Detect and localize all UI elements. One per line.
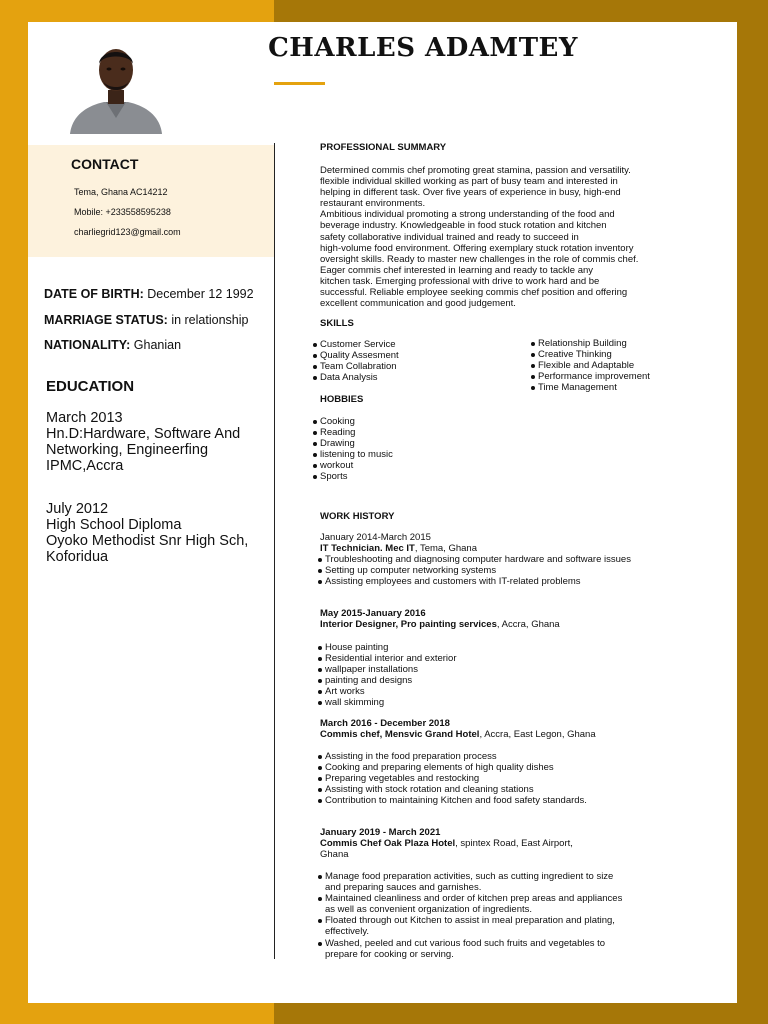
job-duties — [318, 871, 622, 960]
summary-line: Ambitious individual promoting a strong understanding of the food and — [320, 209, 615, 221]
job-dates — [320, 608, 426, 619]
hobbies-list — [313, 416, 393, 483]
skill-item: Team Collabration — [313, 361, 399, 372]
job-role: Commis Chef Oak Plaza Hotel — [320, 838, 456, 849]
skill-item: Relationship Building — [531, 338, 650, 349]
marriage-status — [44, 313, 248, 327]
dob-value: December 12 1992 — [143, 287, 254, 301]
summary-line: beverage industry. Knowledgeable in food stuck rotation and kitchen — [320, 220, 607, 232]
hobbies-heading: HOBBIES — [320, 394, 364, 405]
duty-item-cont: prepare for cooking or serving. — [325, 948, 454, 960]
job-dates-text: January 2019 - March 2021 — [320, 827, 441, 838]
education-location: Koforidua — [46, 549, 109, 565]
hobby-item: Drawing — [313, 438, 393, 449]
nationality-label: NATIONALITY: — [44, 338, 131, 352]
contact-email: charliegrid123@gmail.com — [74, 227, 181, 237]
job-title — [320, 729, 596, 740]
contact-address: Tema, Ghana AC14212 — [74, 187, 168, 197]
duty-item: House painting — [318, 642, 456, 653]
hobby-item: Sports — [313, 471, 393, 482]
duty-item: Assisting with stock rotation and cleaning stations — [318, 784, 587, 795]
job-dates — [320, 827, 440, 838]
skills-list-left — [313, 339, 399, 383]
education-entry — [46, 501, 248, 565]
summary-line: Eager commis chef interested in learning and ready to tackle any — [320, 264, 594, 276]
job-place: , spintex Road, East Airport, — [455, 838, 573, 849]
job-place: , Accra, East Legon, Ghana — [479, 729, 596, 740]
summary-line: Determined commis chef promoting great stamina, passion and versatility. — [320, 165, 631, 176]
job-dates-text: May 2015-January 2016 — [320, 608, 426, 619]
education-date: July 2012 — [46, 501, 109, 517]
duty-item: Maintained cleanliness and order of kitchen prep areas and appliances — [318, 893, 622, 904]
education-qualification: Hn.D:Hardware, Software And — [46, 426, 241, 442]
duty-item: Preparing vegetables and restocking — [318, 773, 587, 784]
duty-item: Washed, peeled and cut various food such fruits and vegetables to — [318, 938, 622, 949]
marriage-value: in relationship — [167, 313, 249, 327]
skill-item: Performance improvement — [531, 371, 650, 382]
summary-line: kitchen task. Emerging professional with drive to work hard and be — [320, 275, 600, 287]
job-role: Interior Designer, Pro painting services — [320, 619, 497, 630]
column-divider — [274, 143, 275, 959]
duty-item: Art works — [318, 686, 456, 697]
job-place: , Accra, Ghana — [496, 619, 560, 630]
summary-line: excellent communication and good judgement. — [320, 298, 516, 310]
skills-list-right — [531, 338, 650, 393]
hobby-item: listening to music — [313, 449, 393, 460]
education-heading: EDUCATION — [46, 378, 135, 395]
job-dates-text: March 2016 - December 2018 — [320, 718, 450, 729]
duty-item-cont: and preparing sauces and garnishes. — [325, 882, 482, 894]
marriage-label: MARRIAGE STATUS: — [44, 313, 168, 327]
job-duties — [318, 642, 456, 709]
job-dates — [320, 718, 450, 729]
duty-item: wallpaper installations — [318, 664, 456, 675]
person-portrait-icon — [66, 38, 166, 134]
contact-heading: CONTACT — [71, 156, 139, 172]
summary-line: successful. Reliable employee seeking commis chef position and offering — [320, 287, 628, 299]
name-underline — [274, 82, 325, 85]
nationality-value: Ghanian — [130, 338, 182, 352]
summary-line: oversight skills. Ready to master new challenges in the role of commis chef. — [320, 253, 639, 265]
skill-item: Customer Service — [313, 339, 399, 350]
duty-item: Setting up computer networking systems — [318, 565, 631, 576]
duty-item: wall skimming — [318, 697, 456, 708]
job-title — [320, 619, 560, 630]
job-duties — [318, 751, 587, 806]
duty-item: Assisting in the food preparation process — [318, 751, 587, 762]
skill-item: Creative Thinking — [531, 349, 650, 360]
skill-item: Time Management — [531, 382, 650, 393]
job-place-cont: Ghana — [320, 849, 349, 860]
duty-item: Residential interior and exterior — [318, 653, 456, 664]
contact-box — [28, 145, 274, 257]
duty-item-cont: as well as convenient organization of ingredients. — [325, 904, 533, 916]
duty-item: painting and designs — [318, 675, 456, 686]
date-of-birth — [44, 287, 254, 301]
education-school: IPMC,Accra — [46, 458, 124, 474]
education-qualification-cont: Networking, Engineerfing — [46, 442, 209, 458]
skill-item: Data Analysis — [313, 372, 399, 383]
skills-heading: SKILLS — [320, 318, 354, 329]
duty-item: Floated through out Kitchen to assist in meal preparation and plating, — [318, 915, 622, 926]
hobby-item: Cooking — [313, 416, 393, 427]
duty-item: Cooking and preparing elements of high quality dishes — [318, 762, 587, 773]
summary-line: flexible individual skilled working as part of busy team and interested in — [320, 176, 618, 188]
summary-text — [320, 165, 680, 309]
summary-line: restaurant environments. — [320, 198, 426, 210]
duty-item: Troubleshooting and diagnosing computer hardware and software issues — [318, 554, 631, 565]
education-qualification: High School Diploma — [46, 517, 182, 533]
job-dates: January 2014-March 2015 — [320, 532, 431, 543]
summary-heading: PROFESSIONAL SUMMARY — [320, 142, 447, 153]
summary-line: safety collaborative individual trained and ready to succeed in — [320, 231, 579, 243]
duty-item: Manage food preparation activities, such as cutting ingredient to size — [318, 871, 622, 882]
skill-item: Flexible and Adaptable — [531, 360, 650, 371]
job-title — [320, 543, 477, 554]
education-date: March 2013 — [46, 410, 123, 426]
nationality — [44, 338, 181, 352]
education-school: Oyoko Methodist Snr High Sch, — [46, 533, 249, 549]
contact-mobile: Mobile: +233558595238 — [74, 207, 171, 217]
profile-photo — [66, 38, 166, 134]
job-role: Commis chef, Mensvic Grand Hotel — [320, 729, 480, 740]
job-role: IT Technician. Mec IT — [320, 543, 415, 554]
hobby-item: workout — [313, 460, 393, 471]
summary-line: high-volume food environment. Offering exemplary stuck rotation inventory — [320, 242, 634, 254]
job-title — [320, 838, 573, 849]
job-place: , Tema, Ghana — [414, 543, 477, 554]
work-history-heading: WORK HISTORY — [320, 511, 395, 522]
dob-label: DATE OF BIRTH: — [44, 287, 144, 301]
education-entry — [46, 410, 240, 474]
duty-item-cont: effectively. — [325, 926, 370, 938]
duty-item: Assisting employees and customers with IT-related problems — [318, 576, 631, 587]
hobby-item: Reading — [313, 427, 393, 438]
candidate-name: CHARLES ADAMTEY — [268, 33, 578, 63]
job-duties — [318, 554, 631, 587]
skill-item: Quality Assesment — [313, 350, 399, 361]
duty-item: Contribution to maintaining Kitchen and food safety standards. — [318, 795, 587, 806]
summary-line: helping in different task. Over five years of experience in busy, high-end — [320, 187, 621, 199]
